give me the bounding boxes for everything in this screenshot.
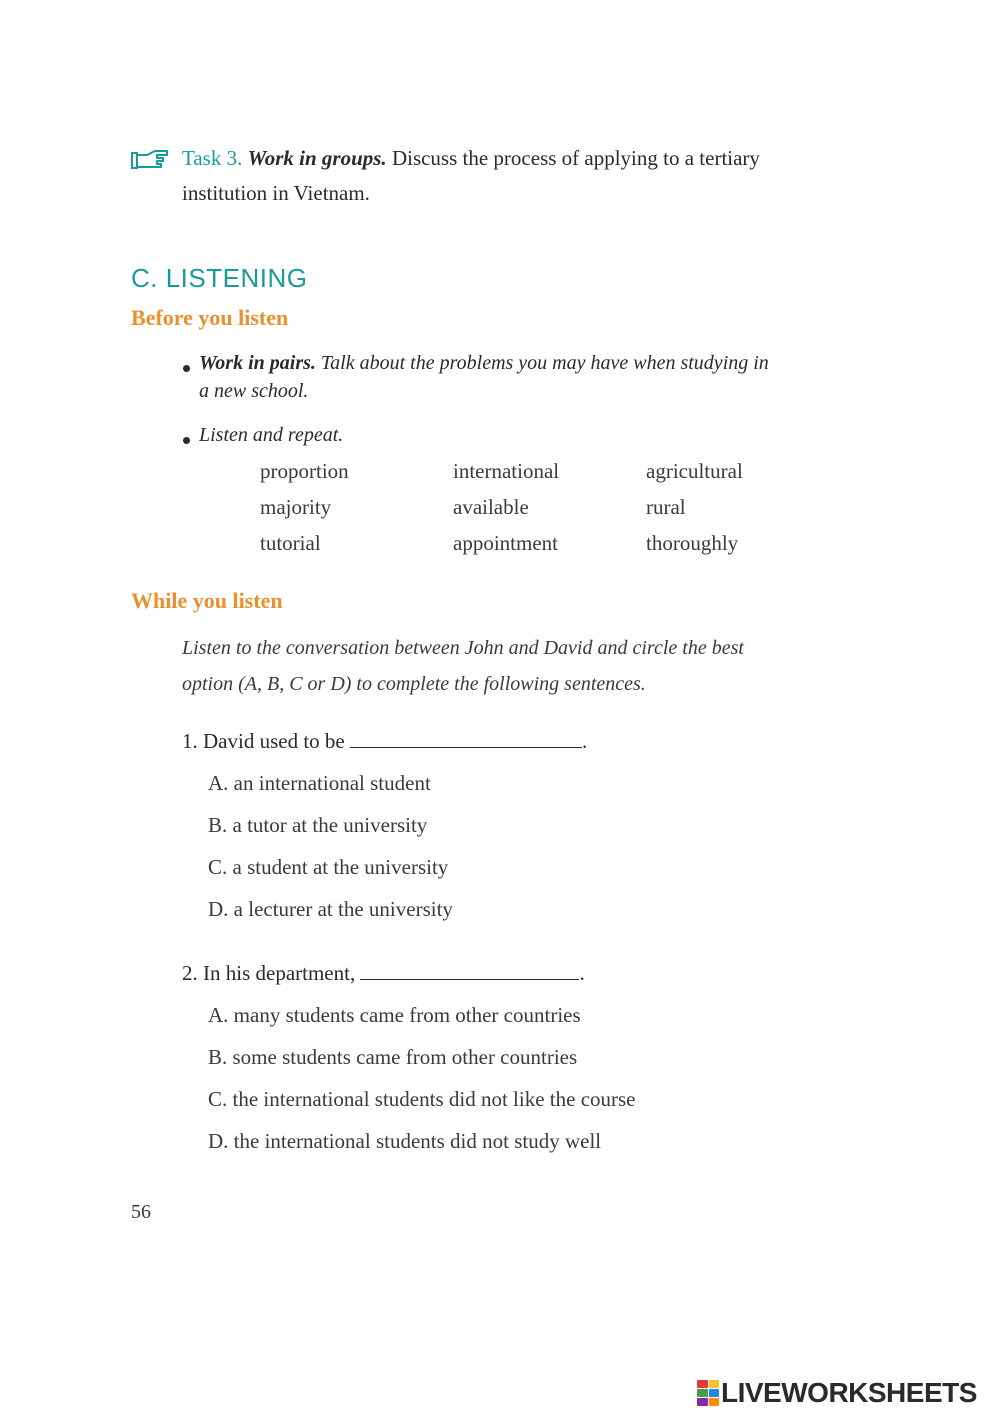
logo-text: LIVEWORKSHEETS [721, 1377, 977, 1408]
while-instruction-line1: Listen to the conversation between John and David and circle the best [182, 637, 744, 659]
vocab-word: appointment [453, 531, 558, 555]
bullet1-strong: Work in pairs. [199, 352, 316, 374]
question-2-option-b[interactable]: B. some students came from other countries [208, 1045, 578, 1069]
question-2-stem: 2. In his department, [182, 961, 356, 985]
question-1-option-a[interactable]: A. an international student [208, 771, 431, 795]
bullet2-text: Listen and repeat. [199, 424, 344, 446]
question-1-option-b[interactable]: B. a tutor at the university [208, 813, 428, 837]
logo-cell [709, 1380, 720, 1388]
vocab-word: rural [646, 495, 686, 519]
task3-text: Discuss the process of applying to a tertiary [391, 146, 760, 170]
vocab-word: international [453, 459, 560, 483]
while-instruction-line2: option (A, B, C or D) to complete the following sentences. [182, 673, 646, 695]
task3-line2: institution in Vietnam. [182, 181, 370, 205]
question-2-blank[interactable] [360, 962, 579, 980]
vocab-word: agricultural [646, 459, 743, 483]
task3-instruction: Work in groups. [247, 146, 387, 170]
pointing-hand-icon [131, 149, 171, 171]
question-1-end: . [581, 729, 588, 753]
bullet1-line2: a new school. [199, 380, 309, 402]
logo-cell [697, 1398, 708, 1406]
logo-cell [697, 1389, 708, 1397]
question-1-stem: 1. David used to be [182, 729, 345, 753]
vocab-word: tutorial [260, 531, 321, 555]
vocab-word: majority [260, 495, 332, 519]
question-1 [182, 729, 587, 754]
question-2-end: . [579, 961, 585, 985]
while-heading: While you listen [131, 588, 283, 613]
section-title: C. LISTENING [131, 263, 308, 293]
vocab-word: thoroughly [646, 531, 739, 555]
question-2 [182, 961, 585, 986]
liveworksheets-logo [697, 1377, 977, 1409]
logo-cell [697, 1380, 708, 1388]
bullet-icon [183, 437, 190, 444]
question-1-option-c[interactable]: C. a student at the university [208, 855, 449, 879]
task3-line1 [182, 146, 760, 171]
page-number: 56 [131, 1201, 151, 1223]
question-2-option-d[interactable]: D. the international students did not study well [208, 1129, 602, 1153]
before-heading: Before you listen [131, 305, 289, 330]
logo-grid-icon [697, 1380, 719, 1406]
bullet-icon [183, 365, 190, 372]
logo-cell [709, 1389, 720, 1397]
bullet1-text: Talk about the problems you may have when studying in [320, 352, 769, 374]
question-2-option-c[interactable]: C. the international students did not like the course [208, 1087, 636, 1111]
task3-label: Task 3. [182, 146, 243, 170]
question-2-option-a[interactable]: A. many students came from other countries [208, 1003, 581, 1027]
vocab-word: available [453, 495, 529, 519]
question-1-blank[interactable] [350, 730, 582, 748]
vocab-word: proportion [260, 459, 349, 483]
bullet1-line1 [199, 352, 769, 375]
question-1-option-d[interactable]: D. a lecturer at the university [208, 897, 453, 921]
logo-cell [709, 1398, 720, 1406]
